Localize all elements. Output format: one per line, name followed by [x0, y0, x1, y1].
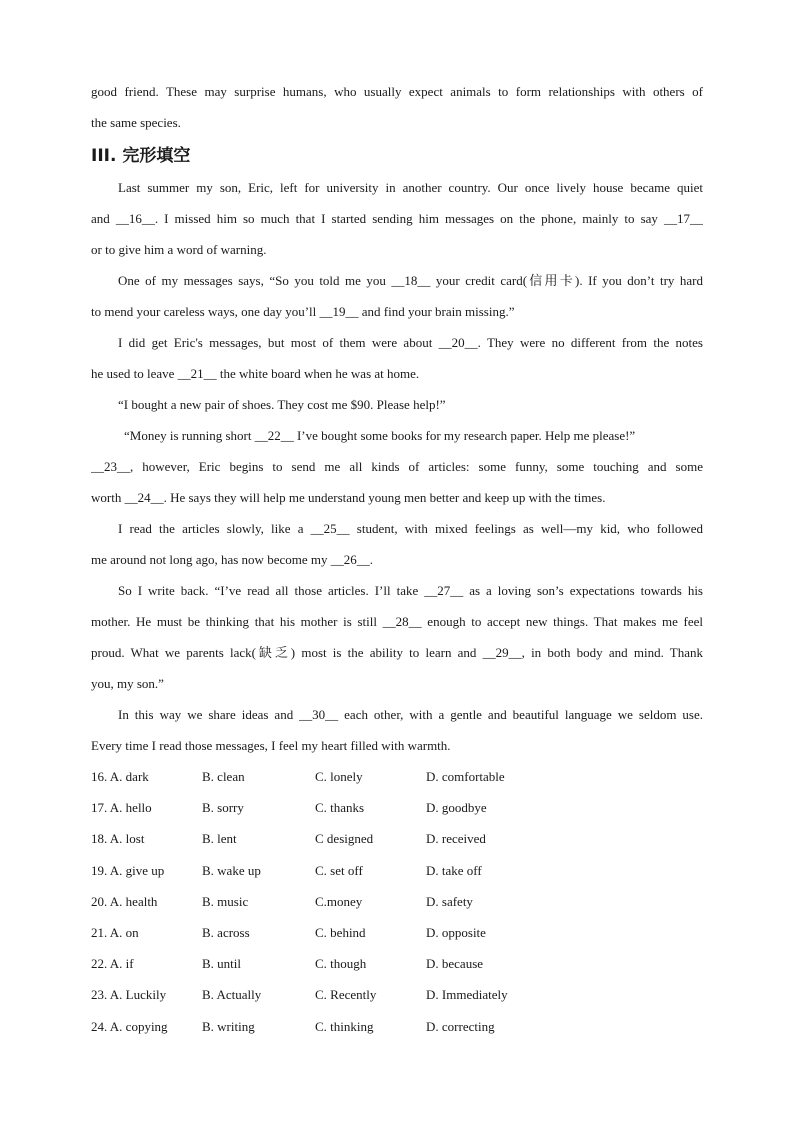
option-b: B. lent [202, 831, 237, 847]
text-line: worth __24__. He says they will help me understand young men better and keep up with the times. [91, 490, 606, 505]
paragraph-3 [91, 327, 703, 389]
passage [91, 172, 703, 761]
option-d: D. Immediately [426, 987, 508, 1003]
option-row-20 [91, 886, 703, 917]
option-c: C. set off [315, 862, 363, 878]
option-b: B. clean [202, 769, 245, 784]
text-line: you, my son.” [91, 676, 164, 691]
text-line: In this way we share ideas and __30__ each other, with a gentle and beautiful language we seldom use. [118, 707, 703, 722]
text-line: So I write back. “I’ve read all those articles. I’ll take __27__ as a loving son’s expectations towards his [118, 583, 703, 598]
option-c: C. thinking [315, 1018, 374, 1034]
option-a: 18. A. lost [91, 831, 145, 847]
paragraph-5: “Money is running short __22__ I’ve bought some books for my research paper. Help me please!” [124, 428, 636, 443]
paragraph-4: “I bought a new pair of shoes. They cost me $90. Please help!” [118, 397, 446, 412]
option-a: 23. A. Luckily [91, 987, 167, 1003]
text-line: me around not long ago, has now become my __26__. [91, 552, 373, 567]
option-d: D. correcting [426, 1018, 495, 1034]
option-d: D. because [426, 956, 484, 972]
option-c: C. though [315, 956, 367, 972]
option-b: B. wake up [202, 862, 261, 878]
text-line: or to give him a word of warning. [91, 242, 267, 257]
option-a: 21. A. on [91, 925, 139, 941]
option-b: B. until [202, 956, 242, 972]
option-d: D. safety [426, 893, 473, 909]
text-line: and __16__. I missed him so much that I started sending him messages on the phone, mainly to say __17__ [91, 211, 703, 226]
option-row-21 [91, 917, 703, 948]
option-a: 17. A. hello [91, 800, 152, 816]
text-line: to mend your careless ways, one day you’ll __19__ and find your brain missing.” [91, 304, 515, 319]
option-row-18 [91, 823, 703, 854]
option-a: 24. A. copying [91, 1018, 168, 1034]
option-c: C. lonely [315, 769, 363, 784]
paragraph-8 [91, 575, 703, 699]
option-a: 19. A. give up [91, 862, 165, 878]
option-row-16 [91, 761, 703, 792]
option-row-22 [91, 948, 703, 979]
paragraph-1 [91, 172, 703, 265]
option-row-23 [91, 979, 703, 1010]
text-line: he used to leave __21__ the white board when he was at home. [91, 366, 420, 381]
text-line: mother. He must be thinking that his mother is still __28__ enough to accept new things. That makes me feel [91, 614, 703, 629]
option-a: 16. A. dark [91, 769, 149, 784]
text-line: I did get Eric's messages, but most of them were about __20__. They were no different from the notes [118, 335, 703, 350]
option-b: B. across [202, 925, 250, 941]
paragraph-2 [91, 265, 703, 327]
option-b: B. writing [202, 1018, 255, 1034]
document-page [91, 76, 703, 1042]
option-c: C. thanks [315, 800, 365, 816]
option-b: B. Actually [202, 987, 262, 1003]
option-row-17 [91, 792, 703, 823]
text-line: Every time I read those messages, I feel my heart filled with warmth. [91, 738, 451, 753]
option-row-19 [91, 855, 703, 886]
option-d: D. goodbye [426, 800, 487, 816]
option-a: 20. A. health [91, 893, 158, 909]
option-d: D. received [426, 831, 486, 847]
option-d: D. opposite [426, 925, 486, 941]
options-list [91, 761, 703, 1042]
option-c: C designed [315, 831, 374, 847]
text-line: good friend. These may surprise humans, who usually expect animals to form relationships with others of [91, 84, 703, 99]
text-line: One of my messages says, “So you told me you __18__ your credit card(信用卡). If you don’t try hard [118, 273, 703, 288]
option-c: C.money [315, 893, 363, 909]
intro-paragraph [91, 76, 703, 138]
text-line: proud. What we parents lack(缺乏) most is the ability to learn and __29__, in both body and mind. Thank [91, 645, 703, 660]
option-b: B. music [202, 893, 249, 909]
option-a: 22. A. if [91, 956, 134, 972]
text-line: __23__, however, Eric begins to send me all kinds of articles: some funny, some touching and some [91, 459, 703, 474]
option-d: D. take off [426, 862, 482, 878]
paragraph-6 [91, 451, 703, 513]
section-heading: III. 完形填空 [91, 146, 191, 166]
paragraph-7 [91, 513, 703, 575]
paragraph-9 [91, 699, 703, 761]
option-d: D. comfortable [426, 769, 505, 784]
text-line: Last summer my son, Eric, left for university in another country. Our once lively house became quiet [118, 180, 703, 195]
option-c: C. behind [315, 925, 366, 941]
option-c: C. Recently [315, 987, 377, 1003]
text-line: I read the articles slowly, like a __25__ student, with mixed feelings as well—my kid, who followed [118, 521, 703, 536]
option-row-24 [91, 1011, 703, 1042]
option-b: B. sorry [202, 800, 244, 816]
text-line: the same species. [91, 115, 181, 130]
